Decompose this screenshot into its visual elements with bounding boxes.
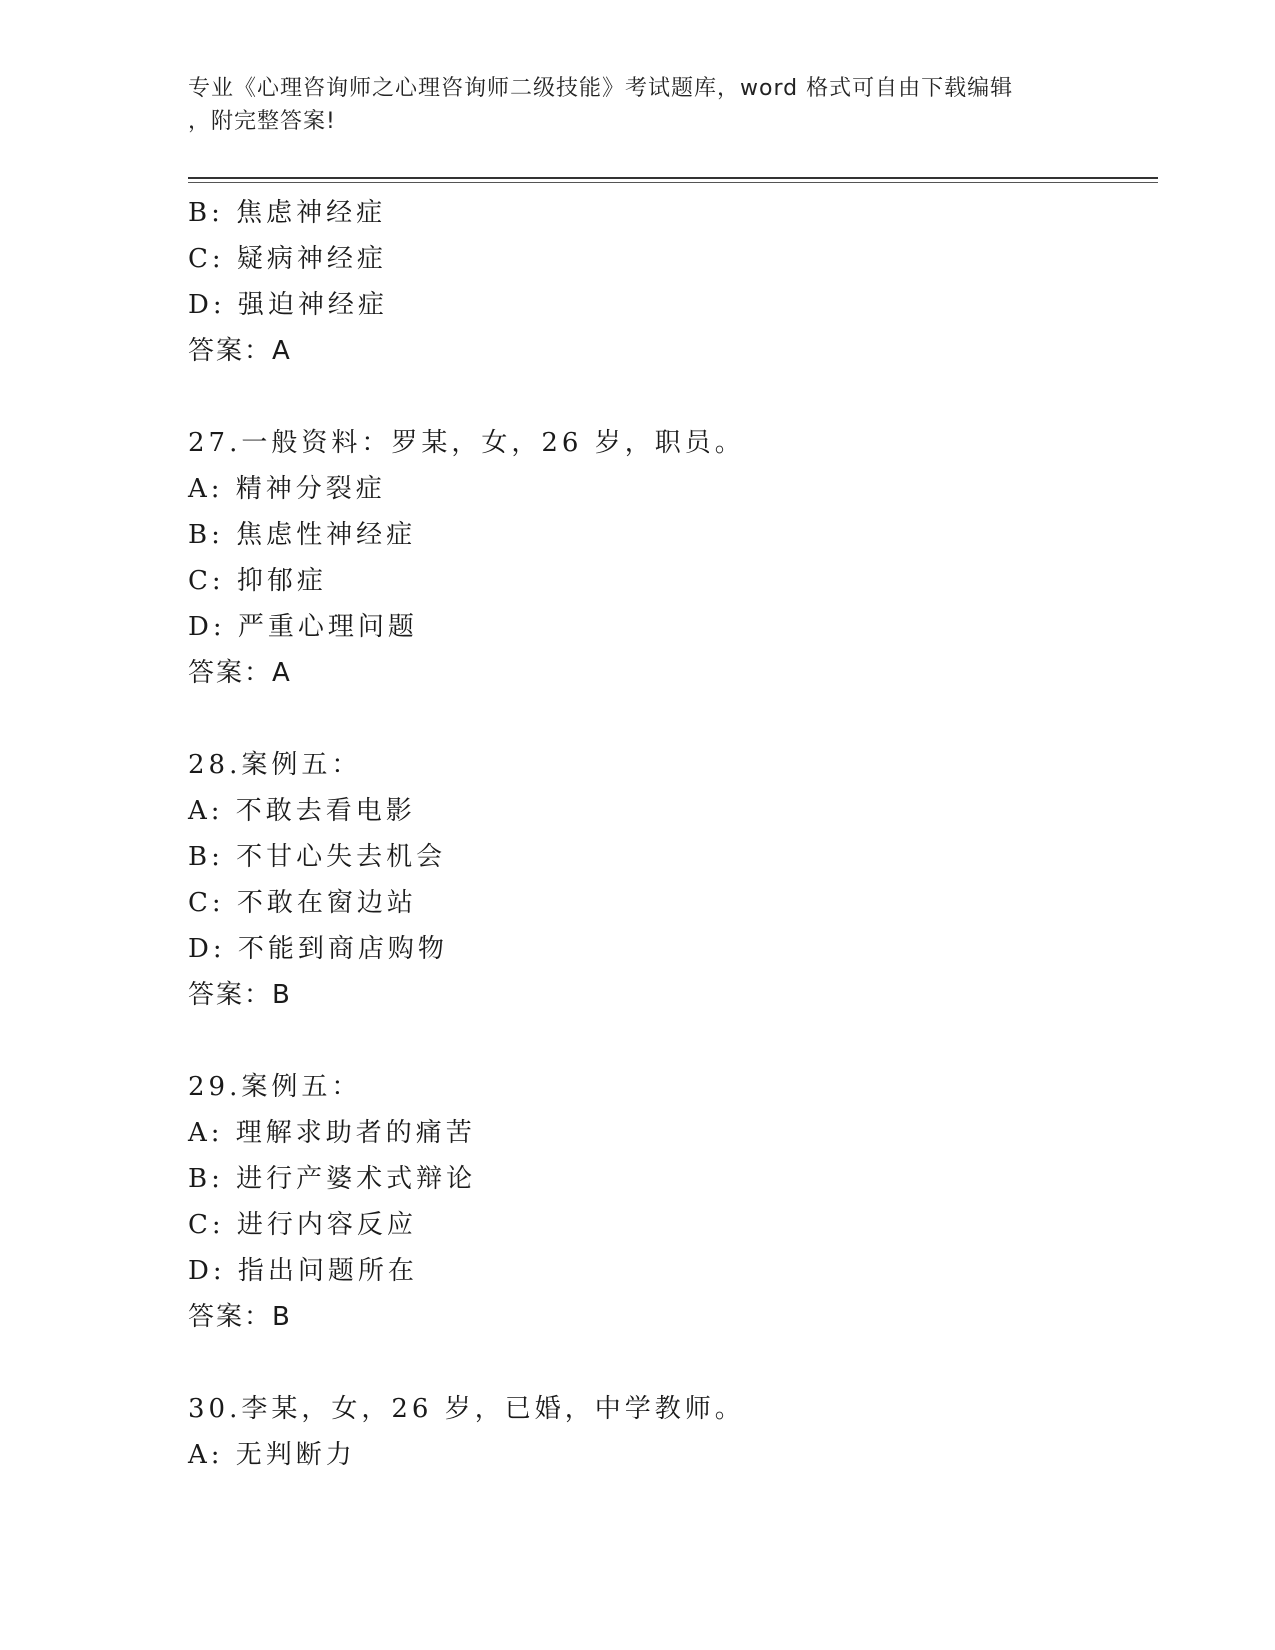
header-divider-thin	[188, 182, 1158, 183]
option-c: C: 疑病神经症	[188, 244, 387, 274]
question-list	[188, 190, 1158, 1478]
document-header	[188, 72, 1078, 138]
option-c: C: 抑郁症	[188, 566, 327, 596]
question-stem: 29.案例五：	[188, 1072, 362, 1102]
option-d: D: 严重心理问题	[188, 612, 418, 642]
question-stem: 30.李某，女，26 岁，已婚，中学教师。	[188, 1394, 745, 1424]
option-d: D: 强迫神经症	[188, 290, 388, 320]
question-stem: 28.案例五：	[188, 750, 362, 780]
answer-line: 答案：A	[188, 336, 292, 366]
answer-line: 答案：B	[188, 980, 292, 1010]
option-a: A: 精神分裂症	[188, 474, 386, 504]
option-c: C: 进行内容反应	[188, 1210, 417, 1240]
option-d: D: 不能到商店购物	[188, 934, 448, 964]
question-27	[188, 420, 1158, 696]
option-b: B: 焦虑神经症	[188, 198, 387, 228]
question-28	[188, 742, 1158, 1018]
header-line-2: ，附完整答案!	[188, 109, 336, 134]
answer-line: 答案：A	[188, 658, 292, 688]
option-a: A: 不敢去看电影	[188, 796, 416, 826]
answer-line: 答案：B	[188, 1302, 292, 1332]
option-a: A: 理解求助者的痛苦	[188, 1118, 476, 1148]
option-c: C: 不敢在窗边站	[188, 888, 417, 918]
question-stem: 27.一般资料：罗某，女，26 岁，职员。	[188, 428, 745, 458]
question-26-continuation	[188, 190, 1158, 374]
option-b: B: 进行产婆术式辩论	[188, 1164, 477, 1194]
option-d: D: 指出问题所在	[188, 1256, 418, 1286]
header-line-1: 专业《心理咨询师之心理咨询师二级技能》考试题库，word 格式可自由下载编辑	[188, 76, 1014, 101]
header-divider-thick	[188, 177, 1158, 179]
option-b: B: 不甘心失去机会	[188, 842, 447, 872]
question-30	[188, 1386, 1158, 1478]
option-a: A: 无判断力	[188, 1440, 356, 1470]
question-29	[188, 1064, 1158, 1340]
option-b: B: 焦虑性神经症	[188, 520, 417, 550]
